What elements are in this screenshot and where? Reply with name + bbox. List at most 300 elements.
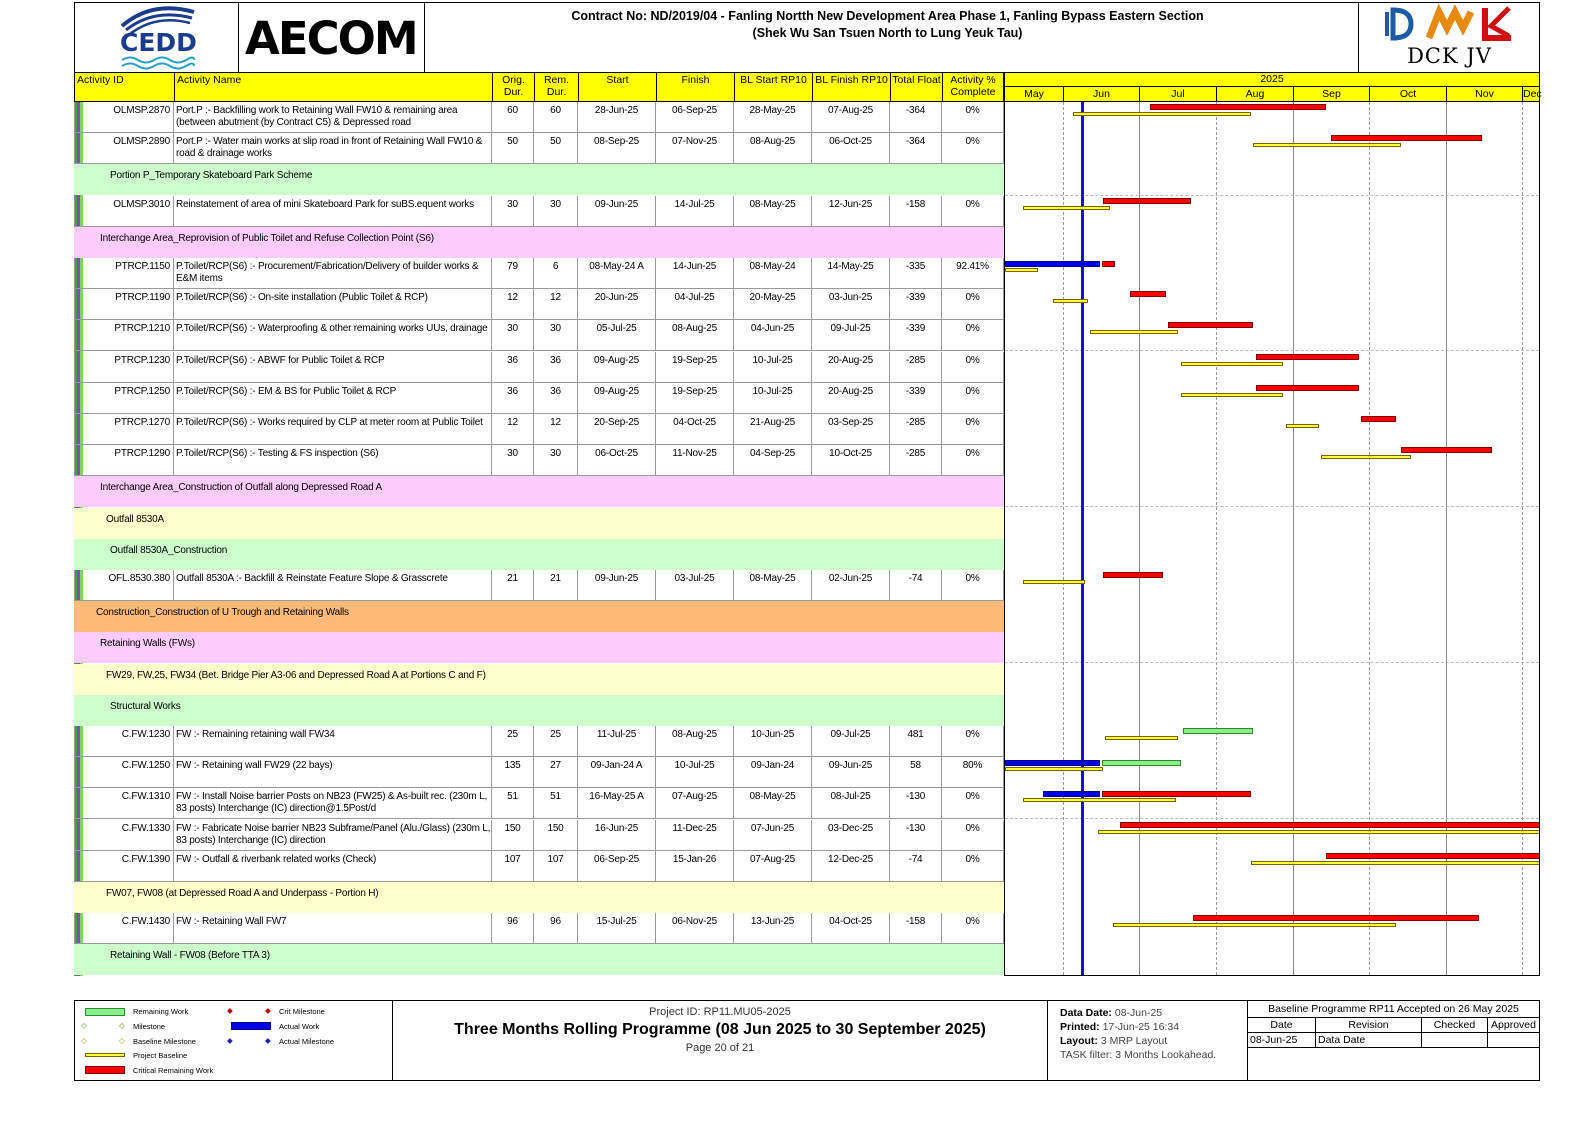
cell-bl-finish: 07-Aug-25 xyxy=(812,102,890,133)
table-row[interactable] xyxy=(74,383,1004,414)
cell-name: Outfall 8530A :- Backfill & Reinstate Feature Slope & Grasscrete xyxy=(174,570,492,601)
cell-bl-finish: 03-Jun-25 xyxy=(812,289,890,320)
table-row[interactable] xyxy=(74,258,1004,289)
cell-bl-start: 08-May-25 xyxy=(734,788,812,819)
baseline-bar[interactable] xyxy=(1251,861,1540,865)
cell-bl-start: 20-May-25 xyxy=(734,289,812,320)
remaining-bar[interactable] xyxy=(1102,760,1180,766)
cell-start: 06-Sep-25 xyxy=(578,851,656,882)
baseline-bar[interactable] xyxy=(1098,830,1540,834)
gantt-chart xyxy=(1004,102,1540,976)
wbs-group-row[interactable]: FW29, FW,25, FW34 (Bet. Bridge Pier A3-06 and Depressed Road A at Portions C and F) xyxy=(74,664,1004,695)
cell-start: 16-May-25 A xyxy=(578,788,656,819)
cell-finish: 15-Jan-26 xyxy=(656,851,734,882)
table-row[interactable] xyxy=(74,913,1004,944)
cell-name: FW :- Install Noise barrier Posts on NB23 (FW25) & As-built rec. (230m L, 83 posts) Interchange (IC) direction@1.5Post/d xyxy=(174,788,492,819)
cell-name: FW :- Outfall & riverbank related works (Check) xyxy=(174,851,492,882)
revision-row xyxy=(1248,1032,1539,1047)
cell-pct: 0% xyxy=(942,133,1004,164)
gantt-gridline xyxy=(1005,506,1539,507)
project-baseline-swatch xyxy=(85,1053,125,1057)
cell-pct: 0% xyxy=(942,414,1004,445)
cell-name: P.Toilet/RCP(S6) :- ABWF for Public Toilet & RCP xyxy=(174,352,492,383)
timeline-month: Oct xyxy=(1369,87,1446,102)
cell-orig: 79 xyxy=(492,258,534,289)
task-filter: TASK filter: 3 Months Lookahead. xyxy=(1060,1049,1217,1061)
baseline-bar[interactable] xyxy=(1181,362,1284,366)
cell-bl-finish: 03-Dec-25 xyxy=(812,820,890,851)
cell-orig: 107 xyxy=(492,851,534,882)
cell-name: Reinstatement of area of mini Skateboard Park for suBS.equent works xyxy=(174,196,492,227)
cell-bl-finish: 10-Oct-25 xyxy=(812,445,890,476)
cell-orig: 135 xyxy=(492,757,534,788)
cell-orig: 60 xyxy=(492,102,534,133)
cell-id: C.FW.1310 xyxy=(74,788,174,819)
cell-rem: 25 xyxy=(534,726,578,757)
cell-bl-start: 21-Aug-25 xyxy=(734,414,812,445)
cell-float: -285 xyxy=(890,414,942,445)
cell-id: C.FW.1430 xyxy=(74,913,174,944)
cell-orig: 12 xyxy=(492,414,534,445)
col-activity-name[interactable]: Activity Name xyxy=(175,73,493,101)
remaining-bar[interactable] xyxy=(1183,728,1253,734)
table-row[interactable] xyxy=(74,414,1004,445)
wbs-group-row[interactable]: Construction_Construction of U Trough and Retaining Walls xyxy=(74,601,1004,632)
month-gridline xyxy=(1522,102,1523,975)
cell-orig: 150 xyxy=(492,820,534,851)
critical-bar[interactable] xyxy=(1103,198,1191,204)
gantt-gridline xyxy=(1005,350,1539,351)
gantt-gridline xyxy=(1005,195,1539,196)
cell-name: P.Toilet/RCP(S6) :- On-site installation (Public Toilet & RCP) xyxy=(174,289,492,320)
cell-pct: 0% xyxy=(942,445,1004,476)
cell-orig: 36 xyxy=(492,383,534,414)
cell-rem: 51 xyxy=(534,788,578,819)
cell-float: -158 xyxy=(890,913,942,944)
cell-start: 20-Jun-25 xyxy=(578,289,656,320)
cell-bl-start: 07-Aug-25 xyxy=(734,851,812,882)
cell-id: PTRCP.1230 xyxy=(74,352,174,383)
cell-rem: 30 xyxy=(534,445,578,476)
cell-id: OLMSP.3010 xyxy=(74,196,174,227)
baseline-bar[interactable] xyxy=(1286,424,1319,428)
cell-rem: 50 xyxy=(534,133,578,164)
cell-id: C.FW.1230 xyxy=(74,726,174,757)
cell-bl-finish: 20-Aug-25 xyxy=(812,383,890,414)
table-row[interactable] xyxy=(74,788,1004,819)
rev-header: Date xyxy=(1248,1018,1316,1033)
baseline-bar[interactable] xyxy=(1113,923,1396,927)
cell-rem: 107 xyxy=(534,851,578,882)
cell-rem: 12 xyxy=(534,414,578,445)
table-row[interactable] xyxy=(74,851,1004,882)
cell-finish: 14-Jun-25 xyxy=(656,258,734,289)
revision-row-empty xyxy=(1248,1047,1539,1062)
gantt-gridline xyxy=(1005,818,1539,819)
baseline-bar[interactable] xyxy=(1105,736,1178,740)
project-id: Project ID: RP11.MU05-2025 xyxy=(649,1006,791,1018)
cell-finish: 11-Dec-25 xyxy=(656,820,734,851)
month-gridline xyxy=(1063,102,1064,975)
cell-bl-start: 04-Sep-25 xyxy=(734,445,812,476)
cell-rem: 60 xyxy=(534,102,578,133)
cell-pct: 0% xyxy=(942,352,1004,383)
cell-pct: 0% xyxy=(942,820,1004,851)
col-rem-dur[interactable]: Rem. Dur. xyxy=(535,73,579,101)
cell-float: 481 xyxy=(890,726,942,757)
cell-finish: 08-Aug-25 xyxy=(656,320,734,351)
legend-label: Critical Remaining Work xyxy=(133,1066,214,1075)
critical-bar[interactable] xyxy=(1102,791,1250,797)
cell-start: 09-Jan-24 A xyxy=(578,757,656,788)
critical-bar[interactable] xyxy=(1193,915,1479,921)
timeline-month: Jul xyxy=(1139,87,1216,102)
cell-orig: 25 xyxy=(492,726,534,757)
cell-id: C.FW.1390 xyxy=(74,851,174,882)
cell-id: PTRCP.1150 xyxy=(74,258,174,289)
cell-bl-start: 08-May-25 xyxy=(734,570,812,601)
cell-start: 15-Jul-25 xyxy=(578,913,656,944)
wbs-group-row[interactable]: Retaining Walls (FWs) xyxy=(74,632,1004,663)
wbs-group-row[interactable]: Portion P_Temporary Skateboard Park Scheme xyxy=(74,164,1004,195)
cell-start: 08-Sep-25 xyxy=(578,133,656,164)
cell-orig: 30 xyxy=(492,196,534,227)
crit-milestone-icon: ◆ xyxy=(265,1006,271,1015)
cell-float: -130 xyxy=(890,788,942,819)
cell-finish: 19-Sep-25 xyxy=(656,352,734,383)
cell-float: -130 xyxy=(890,820,942,851)
legend-label: Project Baseline xyxy=(133,1051,188,1060)
timeline-month: Nov xyxy=(1446,87,1522,102)
cell-name: FW :- Retaining Wall FW7 xyxy=(174,913,492,944)
wbs-group-row[interactable]: Interchange Area_Construction of Outfall along Depressed Road A xyxy=(74,476,1004,507)
rev-cell: Data Date xyxy=(1316,1033,1422,1048)
table-row[interactable] xyxy=(74,133,1004,164)
critical-bar[interactable] xyxy=(1326,853,1540,859)
actual-bar[interactable] xyxy=(1005,261,1100,267)
baseline-bar[interactable] xyxy=(1181,393,1284,397)
cell-finish: 08-Aug-25 xyxy=(656,726,734,757)
cell-finish: 04-Oct-25 xyxy=(656,414,734,445)
cell-bl-finish: 09-Jun-25 xyxy=(812,757,890,788)
cell-bl-finish: 03-Sep-25 xyxy=(812,414,890,445)
cell-pct: 0% xyxy=(942,788,1004,819)
cell-bl-finish: 02-Jun-25 xyxy=(812,570,890,601)
contract-title xyxy=(430,8,1345,42)
cell-float: 58 xyxy=(890,757,942,788)
wbs-group-row[interactable]: Outfall 8530A xyxy=(74,508,1004,539)
wbs-group-row[interactable]: Outfall 8530A_Construction xyxy=(74,539,1004,570)
milestone-icon: ◇ xyxy=(81,1021,87,1030)
cell-orig: 21 xyxy=(492,570,534,601)
aecom-logo: AECOM xyxy=(239,2,425,74)
critical-bar[interactable] xyxy=(1361,416,1396,422)
col-bl-finish[interactable]: BL Finish RP10 xyxy=(813,73,891,101)
data-date-value: 08-Jun-25 xyxy=(1114,1007,1163,1019)
rev-header: Revision xyxy=(1316,1018,1422,1033)
activity-table xyxy=(74,102,1004,976)
cell-bl-start: 07-Jun-25 xyxy=(734,820,812,851)
cell-float: -285 xyxy=(890,352,942,383)
revision-table xyxy=(1248,1001,1539,1080)
cell-start: 06-Oct-25 xyxy=(578,445,656,476)
wbs-group-row[interactable]: Interchange Area_Reprovision of Public Toilet and Refuse Collection Point (S6) xyxy=(74,227,1004,258)
cell-orig: 51 xyxy=(492,788,534,819)
rev-cell xyxy=(1488,1033,1539,1048)
cell-pct: 0% xyxy=(942,102,1004,133)
actual-work-swatch xyxy=(231,1022,271,1030)
cell-rem: 30 xyxy=(534,196,578,227)
col-activity-id[interactable]: Activity ID xyxy=(75,73,175,101)
report-title-block xyxy=(393,1001,1048,1080)
milestone-icon: ◇ xyxy=(119,1021,125,1030)
cell-start: 09-Aug-25 xyxy=(578,383,656,414)
actual-bar[interactable] xyxy=(1043,791,1101,797)
cell-start: 28-Jun-25 xyxy=(578,102,656,133)
table-row[interactable] xyxy=(74,726,1004,757)
month-gridline xyxy=(1446,102,1447,975)
cell-rem: 36 xyxy=(534,383,578,414)
table-row[interactable] xyxy=(74,445,1004,476)
cell-bl-finish: 08-Jul-25 xyxy=(812,788,890,819)
table-row[interactable] xyxy=(74,102,1004,133)
cell-bl-start: 13-Jun-25 xyxy=(734,913,812,944)
dck-jv-logo xyxy=(1358,2,1540,74)
cell-name: FW :- Retaining wall FW29 (22 bays) xyxy=(174,757,492,788)
cell-orig: 30 xyxy=(492,320,534,351)
cell-finish: 03-Jul-25 xyxy=(656,570,734,601)
table-row[interactable] xyxy=(74,320,1004,351)
table-row[interactable] xyxy=(74,570,1004,601)
layout-value: 3 MRP Layout xyxy=(1100,1035,1168,1047)
timeline-year: 2025 xyxy=(1005,73,1539,87)
wbs-group-row[interactable]: Structural Works xyxy=(74,695,1004,726)
cell-bl-start: 10-Jul-25 xyxy=(734,383,812,414)
table-row[interactable] xyxy=(74,196,1004,227)
report-title: Three Months Rolling Programme (08 Jun 2025 to 30 September 2025) xyxy=(454,1021,986,1038)
cedd-logo xyxy=(74,2,239,74)
cell-name: P.Toilet/RCP(S6) :- EM & BS for Public Toilet & RCP xyxy=(174,383,492,414)
baseline-bar[interactable] xyxy=(1090,330,1178,334)
cell-float: -339 xyxy=(890,320,942,351)
baseline-bar[interactable] xyxy=(1023,798,1176,802)
baseline-bar[interactable] xyxy=(1005,767,1103,771)
cell-pct: 0% xyxy=(942,289,1004,320)
cell-name: P.Toilet/RCP(S6) :- Works required by CLP at meter room at Public Toilet xyxy=(174,414,492,445)
dck-emblem-icon xyxy=(1359,2,1541,46)
data-date-line xyxy=(1081,102,1084,975)
cell-float: -74 xyxy=(890,851,942,882)
cell-bl-finish: 20-Aug-25 xyxy=(812,352,890,383)
cell-name: P.Toilet/RCP(S6) :- Procurement/Fabrication/Delivery of builder works & E&M items xyxy=(174,258,492,289)
rev-cell xyxy=(1422,1033,1488,1048)
cell-bl-finish: 12-Dec-25 xyxy=(812,851,890,882)
timeline-month: Sep xyxy=(1293,87,1369,102)
rev-header: Checked xyxy=(1422,1018,1488,1033)
cell-orig: 36 xyxy=(492,352,534,383)
cell-bl-start: 08-May-24 xyxy=(734,258,812,289)
cell-bl-finish: 14-May-25 xyxy=(812,258,890,289)
cell-float: -335 xyxy=(890,258,942,289)
cell-id: PTRCP.1210 xyxy=(74,320,174,351)
cell-name: Port.P :- Backfilling work to Retaining Wall FW10 & remaining area (between abutment (by Contract C5) & Depressed road xyxy=(174,102,492,133)
wbs-group-row[interactable]: Retaining Wall - FW08 (Before TTA 3) xyxy=(74,944,1004,975)
cell-float: -74 xyxy=(890,570,942,601)
baseline-bar[interactable] xyxy=(1053,299,1088,303)
baseline-bar[interactable] xyxy=(1321,455,1411,459)
cell-float: -364 xyxy=(890,133,942,164)
critical-remaining-swatch xyxy=(85,1066,125,1074)
baseline-bar[interactable] xyxy=(1023,206,1111,210)
col-finish[interactable]: Finish xyxy=(657,73,735,101)
cell-pct: 0% xyxy=(942,851,1004,882)
dck-jv-text: DCK JV xyxy=(1407,44,1492,68)
cell-finish: 14-Jul-25 xyxy=(656,196,734,227)
cell-rem: 21 xyxy=(534,570,578,601)
actual-milestone-icon: ◆ xyxy=(227,1036,233,1045)
cell-id: OLMSP.2870 xyxy=(74,102,174,133)
cell-pct: 0% xyxy=(942,196,1004,227)
col-total-float[interactable]: Total Float xyxy=(891,73,943,101)
baseline-bar[interactable] xyxy=(1023,580,1086,584)
layout-label: Layout: xyxy=(1060,1035,1098,1047)
printed-label: Printed: xyxy=(1060,1021,1100,1033)
baseline-bar[interactable] xyxy=(1073,112,1251,116)
cell-bl-finish: 09-Jul-25 xyxy=(812,320,890,351)
col-complete[interactable]: Activity % Complete xyxy=(950,74,996,98)
cell-bl-start: 09-Jan-24 xyxy=(734,757,812,788)
cell-rem: 27 xyxy=(534,757,578,788)
cell-pct: 0% xyxy=(942,570,1004,601)
timeline-month: Aug xyxy=(1216,87,1293,102)
baseline-bar[interactable] xyxy=(1005,268,1038,272)
cell-bl-finish: 12-Jun-25 xyxy=(812,196,890,227)
cell-finish: 06-Sep-25 xyxy=(656,102,734,133)
critical-bar[interactable] xyxy=(1331,135,1481,141)
cell-bl-start: 08-Aug-25 xyxy=(734,133,812,164)
cell-finish: 04-Jul-25 xyxy=(656,289,734,320)
cell-rem: 150 xyxy=(534,820,578,851)
rev-cell: 08-Jun-25 xyxy=(1248,1033,1316,1048)
cell-float: -158 xyxy=(890,196,942,227)
col-bl-start[interactable]: BL Start RP10 xyxy=(735,73,813,101)
cell-start: 09-Aug-25 xyxy=(578,352,656,383)
cell-finish: 07-Aug-25 xyxy=(656,788,734,819)
legend xyxy=(75,1001,393,1080)
timeline-month: Jun xyxy=(1063,87,1139,102)
wbs-group-row[interactable]: FW07, FW08 (at Depressed Road A and Underpass - Portion H) xyxy=(74,882,1004,913)
critical-bar[interactable] xyxy=(1168,322,1253,328)
table-row[interactable] xyxy=(74,352,1004,383)
contract-line-1: Contract No: ND/2019/04 - Fanling Nortth New Development Area Phase 1, Fanling Bypass Eastern Section xyxy=(571,9,1204,23)
table-row[interactable] xyxy=(74,289,1004,320)
cell-rem: 36 xyxy=(534,352,578,383)
cell-float: -285 xyxy=(890,445,942,476)
cell-id: PTRCP.1250 xyxy=(74,383,174,414)
cell-orig: 12 xyxy=(492,289,534,320)
gantt-gridline xyxy=(1005,662,1539,663)
critical-bar[interactable] xyxy=(1401,447,1491,453)
actual-bar[interactable] xyxy=(1005,760,1100,766)
data-date-label: Data Date: xyxy=(1060,1007,1112,1019)
cell-id: PTRCP.1270 xyxy=(74,414,174,445)
timeline-month: Dec xyxy=(1523,88,1542,100)
critical-bar[interactable] xyxy=(1256,385,1359,391)
baseline-milestone-icon: ◇ xyxy=(119,1036,125,1045)
table-header xyxy=(74,72,1004,102)
cell-id: OLMSP.2890 xyxy=(74,133,174,164)
col-orig-dur[interactable]: Orig. Dur. xyxy=(493,73,535,101)
cell-pct: 80% xyxy=(942,757,1004,788)
baseline-title: Baseline Programme RP11 Accepted on 26 May 2025 xyxy=(1268,1003,1519,1015)
cell-start: 09-Jun-25 xyxy=(578,570,656,601)
cell-id: PTRCP.1290 xyxy=(74,445,174,476)
cell-name: FW :- Remaining retaining wall FW34 xyxy=(174,726,492,757)
cell-finish: 06-Nov-25 xyxy=(656,913,734,944)
month-gridline xyxy=(1369,102,1370,975)
cell-name: FW :- Fabricate Noise barrier NB23 Subframe/Panel (Alu./Glass) (230m L, 83 posts) Interchange (IC) direction xyxy=(174,820,492,851)
cell-finish: 19-Sep-25 xyxy=(656,383,734,414)
cell-float: -339 xyxy=(890,289,942,320)
month-gridline xyxy=(1216,102,1217,975)
actual-milestone-icon: ◆ xyxy=(265,1036,271,1045)
report-footer xyxy=(74,1000,1540,1081)
cell-pct: 0% xyxy=(942,726,1004,757)
cell-name: P.Toilet/RCP(S6) :- Testing & FS inspection (S6) xyxy=(174,445,492,476)
legend-label: Crit Milestone xyxy=(279,1007,325,1016)
cell-id: PTRCP.1190 xyxy=(74,289,174,320)
legend-label: Actual Milestone xyxy=(279,1037,335,1046)
cell-start: 09-Jun-25 xyxy=(578,196,656,227)
cell-bl-start: 10-Jun-25 xyxy=(734,726,812,757)
cell-orig: 50 xyxy=(492,133,534,164)
rev-header: Approved xyxy=(1491,1019,1536,1031)
table-row[interactable] xyxy=(74,757,1004,788)
cell-bl-finish: 06-Oct-25 xyxy=(812,133,890,164)
baseline-bar[interactable] xyxy=(1253,143,1401,147)
critical-bar[interactable] xyxy=(1150,104,1326,110)
timeline-month: May xyxy=(1024,88,1044,100)
critical-bar[interactable] xyxy=(1130,291,1165,297)
cell-start: 11-Jul-25 xyxy=(578,726,656,757)
critical-bar[interactable] xyxy=(1120,822,1540,828)
legend-label: Remaining Work xyxy=(133,1007,189,1016)
cell-finish: 11-Nov-25 xyxy=(656,445,734,476)
critical-bar[interactable] xyxy=(1102,261,1115,267)
baseline-milestone-icon: ◇ xyxy=(81,1036,87,1045)
cell-start: 16-Jun-25 xyxy=(578,820,656,851)
cell-finish: 07-Nov-25 xyxy=(656,133,734,164)
cell-pct: 0% xyxy=(942,383,1004,414)
cell-pct: 92.41% xyxy=(942,258,1004,289)
critical-bar[interactable] xyxy=(1256,354,1359,360)
contract-line-2: (Shek Wu San Tsuen North to Lung Yeuk Tau) xyxy=(752,26,1023,40)
table-row[interactable] xyxy=(74,820,1004,851)
print-info xyxy=(1050,1001,1248,1080)
critical-bar[interactable] xyxy=(1103,572,1163,578)
cell-float: -364 xyxy=(890,102,942,133)
cell-finish: 10-Jul-25 xyxy=(656,757,734,788)
cedd-text: CEDD xyxy=(120,28,197,57)
cell-rem: 96 xyxy=(534,913,578,944)
cell-name: Port.P :- Water main works at slip road in front of Retaining Wall FW10 & road & drainage works xyxy=(174,133,492,164)
legend-label: Baseline Milestone xyxy=(133,1037,196,1046)
col-start[interactable]: Start xyxy=(579,73,657,101)
cell-bl-finish: 09-Jul-25 xyxy=(812,726,890,757)
cell-pct: 0% xyxy=(942,913,1004,944)
cell-bl-start: 08-May-25 xyxy=(734,196,812,227)
printed-value: 17-Jun-25 16:34 xyxy=(1102,1021,1180,1033)
